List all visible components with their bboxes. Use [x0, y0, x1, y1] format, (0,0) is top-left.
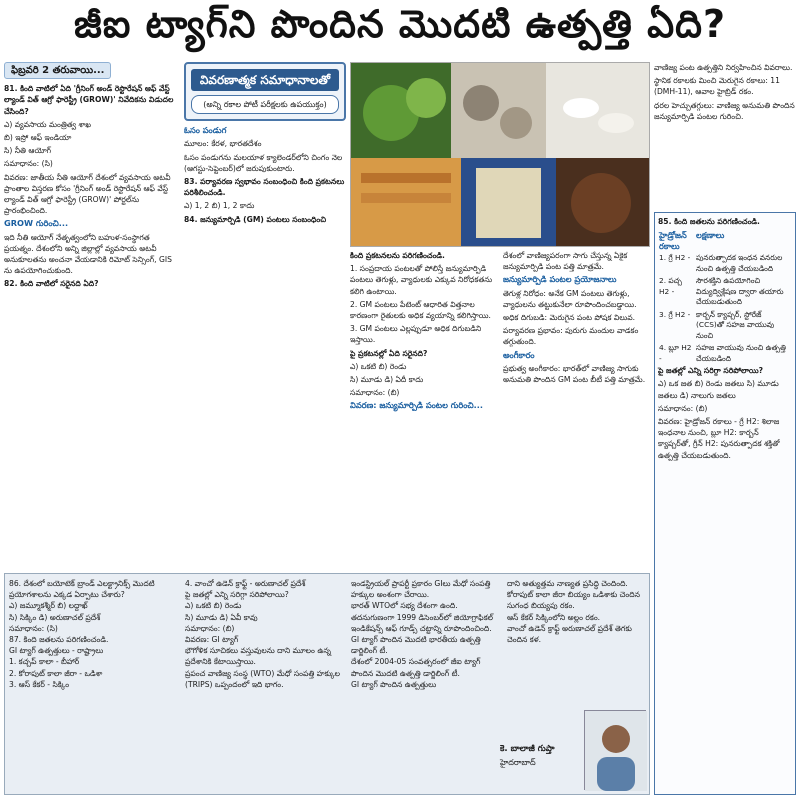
text: మూలం: కేరళ, భారతదేశం — [184, 139, 262, 149]
question-85: 85. కింది జతలను పరిగణించండి. — [658, 217, 760, 226]
hydrogen-question-box — [654, 212, 796, 795]
table-row — [658, 252, 792, 275]
options: సి) మూడు డి) ఏవీ కావు — [185, 612, 258, 622]
section-heading: వివరణ: జన్యుమార్పిడి పంటల గురించి... — [350, 400, 483, 411]
question-83: 83. పర్యావరణ స్వభావం సంబంధించి కింది ప్రకటనలు పరిశీలించండి. — [184, 177, 345, 198]
options: ఎ) ఒకటి బి) రెండు — [185, 601, 242, 611]
cell: 4. బ్లూ H2 - — [659, 343, 692, 363]
text: దేశంలో 2004-05 సంవత్సరంలో జీఐ ట్యాగ్ పొందిన మొదటి ఉత్పత్తి డార్జిలింగ్ టీ. — [351, 657, 481, 678]
options: ఎ) 1, 2 బి) 1, 2 కాదు — [184, 201, 255, 211]
author-name: కె. బాలాజీ గుప్తా — [500, 744, 555, 754]
photo-collage — [351, 63, 650, 247]
table-row — [658, 275, 792, 309]
feature-box — [184, 62, 346, 121]
table-row — [658, 342, 792, 365]
question-81: 81. కింది వాటిలో ఏది 'గ్రీనింగ్ అండ్ రెస్టొరేషన్ ఆఫ్ వేస్ట్ ల్యాండ్ విత్ ఆగ్రో ఫారెస్ట్రీ (GROW)' నివేదికను విడుదల చేసింది? — [4, 84, 174, 116]
text: పర్యావరణ ప్రభావం: పురుగు మందుల వాడకం తగ్గుతుంది. — [503, 326, 639, 347]
option-a: ఎ) వ్యవసాయ మంత్రిత్వ శాఖ — [4, 119, 91, 129]
list-item: 1. కచ్చప్ కాలా - బీహార్ — [9, 657, 80, 667]
table-header — [658, 229, 792, 252]
text: ఓసం పండుగను మలయాళ క్యాలెండర్‌లోని చింగం నెల (ఆగస్టు-సెప్టెంబర్)లో జరుపుకుంటారు. — [184, 152, 343, 173]
cell: 3. గ్రే H2 - — [659, 309, 691, 319]
header-right: లక్షణాలు — [696, 230, 725, 241]
section-heading: అంగీకారం — [503, 349, 535, 360]
text: తెగుళ్ల నిరోధం: అనేక GM పంటలు తెగుళ్లు, వ్యాధులను తట్టుకునేలా రూపొందించబడ్డాయి. — [503, 288, 637, 309]
explanation: వివరణ: జాతీయ నీతి ఆయోగ్ దేశంలో వ్యవసాయ అటవీ ప్రాంతాల విస్తరణ కోసం 'గ్రీనింగ్ అండ్ రెస్టొరేషన్ ఆఫ్ వేస్ట్ ల్యాండ్ విత్ ఆగ్రో ఫారెస్ట్రీ (GROW)' పోర్టల్‌ను ప్రారంభించింది. — [4, 172, 171, 216]
bottom-column-4 — [507, 578, 647, 708]
cell: సహజ వాయువు నుంచి ఉత్పత్తి చేయబడింది — [696, 343, 786, 363]
text: ప్రపంచ వాణిజ్య సంస్థ (WTO) మేధో సంపత్తి హక్కుల (TRIPS) ఒప్పందంలో ఇది భాగం. — [185, 668, 341, 689]
feature-box-subtitle: (అన్ని రకాల పోటీ పరీక్షలకు ఉపయుక్తం) — [191, 95, 339, 114]
cell: కార్బన్ క్యాప్చర్, స్టోరేజ్ (CCS)తో సహజ వాయువు నుంచి — [696, 309, 775, 340]
question-86: 86. దేశంలో బయోటెక్ బ్రాండ్ ఎలక్ట్రానిక్స్ మొదటి ప్రయోగశాలను ఎక్కడ ఏర్పాటు చేశారు? — [9, 579, 155, 600]
text: వాంచో ఉడెన్ క్రాఫ్ట్ అరుణాచల్ ప్రదేశ్ తెగకు చెందిన కళ. — [507, 623, 632, 645]
answer: సమాధానం: (సి) — [9, 623, 58, 633]
options: సి) మూడు డి) ఏదీ కాదు — [350, 375, 424, 385]
page-headline: జీఐ ట్యాగ్‌ని పొందిన మొదటి ఉత్పత్తి ఏది? — [74, 2, 726, 46]
text: దేశంలో వాణిజ్యపరంగా సాగు చేస్తున్న ఏకైక జన్యుమార్పిడి పంట పత్తి మాత్రమే. — [503, 251, 628, 272]
bottom-column-1 — [9, 578, 179, 788]
continuation-banner: ఫిబ్రవరి 2 తరువాయి... — [4, 62, 111, 79]
author-block — [500, 710, 648, 792]
question-prompt: పై జతల్లో ఎన్ని సరిగ్గా సరిపోలాయి? — [185, 590, 289, 600]
text: ధరల హెచ్చుతగ్గులు: వాణిజ్య అనుమతి పొందిన జన్యుమార్పిడి పంటల గురించి. — [654, 100, 795, 121]
bottom-panel — [4, 573, 650, 795]
column-2 — [184, 62, 346, 570]
section-heading: జన్యుమార్పిడి పంటల ప్రయోజనాలు — [503, 274, 617, 285]
explanation: వివరణ: హైడ్రోజన్ రకాలు - గ్రే H2: శిలాజ ఇంధనాల నుంచి, బ్లూ H2: కార్బన్ క్యాప్చర్‌తో, గ్రీన్ H2: పునరుత్పాదక శక్తితో ఉత్పత్తి చేయబడుతుంది. — [658, 417, 780, 460]
cell: పునరుత్పాదక ఇంధన వనరుల నుంచి ఉత్పత్తి చేయబడింది — [696, 253, 783, 273]
bottom-column-2 — [185, 578, 345, 788]
statement-1: 1. సంప్రదాయ పంటలతో పోలిస్తే జన్యుమార్పిడి పంటలు తెగుళ్లు, వ్యాధులకు ఎక్కువ నిరోధకతను కలిగి ఉంటాయి. — [350, 264, 493, 296]
column-5 — [654, 62, 796, 210]
option-c: సి) నీతి ఆయోగ్ — [4, 146, 52, 156]
question-87: 87. కింది జతలను పరిగణించండి. — [9, 635, 109, 645]
text: ఇండస్ట్రియల్ ప్రాపర్టీ ప్రకారం GIలు మేధో సంపత్తి హక్కుల అంశంగా చేరాయి. — [351, 579, 491, 600]
options: ఎ) ఒకటి బి) రెండు — [350, 361, 407, 371]
answer: సమాధానం: (బి) — [185, 623, 235, 633]
options: ఎ) ఒక జత బి) రెండు జతలు సి) మూడు జతలు డి) నాలుగు జతలు — [658, 379, 779, 400]
section-heading: వివరణ: GI ట్యాగ్ — [185, 635, 239, 645]
text: అధిక దిగుబడి: మెరుగైన పంట పోషక విలువ. — [503, 313, 636, 323]
question-intro: కింది ప్రకటనలను పరిగణించండి. — [350, 251, 445, 260]
section-heading: GROW గురించి... — [4, 218, 69, 229]
table-row — [658, 309, 792, 343]
text: ఆస్ కేకర్ సిక్కింలోని అల్లం రకం. — [507, 612, 601, 622]
text: భౌగోళిక సూచికలు వస్తువులను దాని మూలం ఉన్న ప్రదేశానికి కేటాయిస్తాయి. — [185, 646, 331, 667]
question-prompt: పై ప్రకటనల్లో ఏది సరైనది? — [350, 348, 428, 358]
text: ప్రభుత్వ అంగీకారం: భారత్‌లో వాణిజ్య సాగుకు అనుమతి పొందిన GM పంట బీటీ పత్తి మాత్రమే. — [503, 363, 646, 385]
feature-box-title: వివరణాత్మక సమాధానాలతో — [191, 69, 339, 91]
author-place: హైదరాబాద్ — [500, 758, 536, 767]
question-82: 82. కింది వాటిలో సరైనది ఏది? — [4, 279, 99, 289]
text: స్థానిక రకాలకు మించి మెరుగైన రకాలు: 11 (DMH-11), ఆవాల హైబ్రిడ్ రకం. — [654, 76, 780, 97]
person-icon — [585, 711, 647, 791]
cell: సౌరశక్తిని ఉపయోగించి విద్యుద్విశ్లేషణ ద్వారా తయారు చేయబడుతుంది — [696, 276, 784, 307]
statement-2: 2. GM పంటలు పేటెంట్ ఆధారిత విత్తనాల కారణంగా రైతులకు అధిక వ్యయాన్ని కలిగిస్తాయి. — [350, 299, 491, 321]
text: కోరాపుట్ కాలా జీరా బియ్యం ఒడిశాకు చెందిన సుగంధ బియ్యపు రకం. — [507, 590, 640, 611]
column-3 — [350, 250, 500, 572]
answer: సమాధానం: (బి) — [350, 388, 400, 398]
cell: 2. పచ్చ H2 - — [659, 276, 682, 296]
question-84: 84. జన్యుమార్పిడి (GM) పంటలు సంబంధించి — [184, 214, 327, 224]
list-heading: GI ట్యాగ్ ఉత్పత్తులు - రాష్ట్రాలు — [9, 646, 104, 656]
list-item: 2. కోరాపుట్ కాలా జీరా - ఒడిశా — [9, 668, 103, 678]
statement-3: 3. GM పంటలు ఎల్లప్పుడూ అధిక దిగుబడిని ఇస్తాయి. — [350, 324, 482, 345]
question-prompt: పై జతల్లో ఎన్ని సరిగ్గా సరిపోలాయి? — [658, 366, 764, 376]
explanation: ఇది నీతి ఆయోగ్ నేతృత్వంలోని బహుళ-సంస్థాగత ప్రయత్నం. దేశంలోని అన్ని జిల్లాల్లో వ్యవసాయ అటవీ అనుకూలతను అంచనా వేయడానికి రిమోట్ సెన్సింగ్, GIS ను ఉపయోగించుకుంది. — [4, 232, 172, 276]
text: GI ట్యాగ్ పొందిన మొదటి భారతీయ ఉత్పత్తి డార్జిలింగ్ టీ. — [351, 635, 481, 656]
bottom-column-3 — [351, 578, 501, 788]
column-1 — [4, 62, 181, 570]
section-heading: GI ట్యాగ్ పొందిన ఉత్పత్తులు — [351, 679, 437, 689]
header-left: హైడ్రోజన్ రకాలు — [659, 230, 687, 251]
pairs-table — [658, 229, 792, 365]
column-4 — [503, 250, 650, 572]
cell: 1. గ్రే H2 - — [659, 253, 691, 263]
author-photo — [584, 710, 646, 790]
option-b: బి) ఇస్రో ఆఫ్ ఇండియా — [4, 133, 72, 143]
options: ఎ) జమ్మూకశ్మీర్ బి) లద్దాఖ్ — [9, 601, 88, 611]
text: వాణిజ్య పంట ఉత్పత్తిని నిర్వహించిన వివరాలు. — [654, 63, 793, 72]
text: భారత్ WTOలో సభ్య దేశంగా ఉంది. తదనుగుణంగా 1999 డిసెంబర్‌లో జియోగ్రాఫికల్ ఇండికేషన్స్ ఆఫ్ గూడ్స్ చట్టాన్ని రూపొందించింది. — [351, 601, 494, 633]
options: సి) సిక్కిం డి) అరుణాచల్ ప్రదేశ్ — [9, 612, 101, 622]
gi-products-photo — [350, 62, 650, 247]
list-item: 4. వాంచో ఉడెన్ క్రాఫ్ట్ - అరుణాచల్ ప్రదేశ్ — [185, 579, 306, 588]
answer: సమాధానం: (బి) — [658, 403, 708, 413]
answer: సమాధానం: (సి) — [4, 159, 53, 169]
list-item: 3. ఆస్ కేకర్ - సిక్కిం — [9, 679, 70, 689]
section-heading: ఓసం పండుగ — [184, 125, 227, 136]
text: దాని అత్యుత్తమ నాణ్యత ప్రసిద్ధి చెందింది. — [507, 579, 628, 588]
